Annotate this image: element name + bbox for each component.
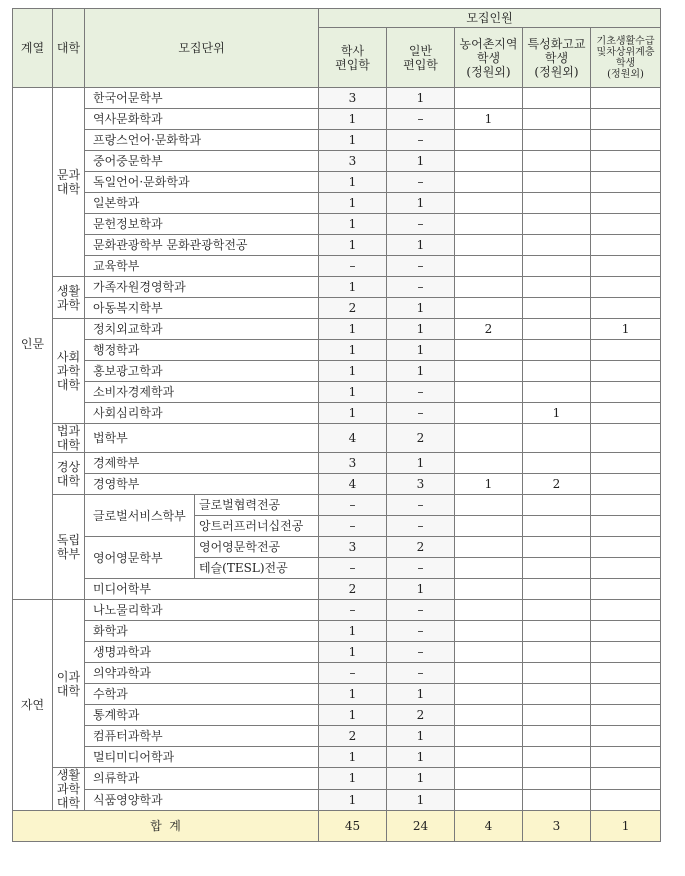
table-row — [13, 495, 661, 516]
unit-cell: 통계학과 — [85, 705, 319, 726]
quota-value: – — [319, 495, 387, 516]
quota-value — [455, 705, 523, 726]
quota-value — [523, 747, 591, 768]
quota-value — [455, 172, 523, 193]
quota-value: 3 — [319, 88, 387, 109]
quota-value — [455, 193, 523, 214]
quota-value: – — [387, 642, 455, 663]
quota-value — [591, 151, 661, 172]
unit-cell: 중어중문학부 — [85, 151, 319, 172]
quota-value — [523, 642, 591, 663]
quota-value — [523, 256, 591, 277]
quota-value: 1 — [523, 403, 591, 424]
quota-value — [523, 193, 591, 214]
quota-value — [523, 789, 591, 811]
quota-value: – — [387, 558, 455, 579]
quota-value — [455, 88, 523, 109]
quota-value: 4 — [319, 424, 387, 453]
header-college: 대학 — [53, 9, 85, 88]
quota-value: 1 — [319, 684, 387, 705]
quota-value — [523, 516, 591, 537]
quota-value — [591, 256, 661, 277]
quota-value: – — [387, 256, 455, 277]
quota-value: 3 — [319, 453, 387, 474]
table-row — [13, 537, 661, 558]
college-cell: 독립 학부 — [53, 495, 85, 600]
college-cell: 이과 대학 — [53, 600, 85, 768]
header-vocational-students: 특성화고교 학생 (정원외) — [523, 28, 591, 88]
quota-value — [455, 235, 523, 256]
unit-cell: 화학과 — [85, 621, 319, 642]
table-row — [13, 172, 661, 193]
quota-value: 1 — [319, 277, 387, 298]
quota-value — [523, 235, 591, 256]
quota-value — [591, 403, 661, 424]
unit-cell: 한국어문학부 — [85, 88, 319, 109]
major-cell: 앙트러프러너십전공 — [195, 516, 319, 537]
table-row — [13, 235, 661, 256]
unit-cell: 식품영양학과 — [85, 789, 319, 811]
table-row — [13, 277, 661, 298]
unit-cell: 나노물리학과 — [85, 600, 319, 621]
quota-value — [591, 340, 661, 361]
unit-cell: 정치외교학과 — [85, 319, 319, 340]
quota-value — [523, 684, 591, 705]
table-row — [13, 453, 661, 474]
table-row — [13, 151, 661, 172]
quota-value: 1 — [319, 705, 387, 726]
quota-value — [455, 424, 523, 453]
quota-value — [455, 747, 523, 768]
quota-value: – — [319, 516, 387, 537]
quota-value: 1 — [319, 130, 387, 151]
quota-value — [523, 277, 591, 298]
quota-value — [523, 361, 591, 382]
quota-value: 1 — [319, 172, 387, 193]
quota-value: – — [387, 382, 455, 403]
quota-value: – — [319, 600, 387, 621]
unit-cell: 수학과 — [85, 684, 319, 705]
college-cell: 생활 과학 — [53, 277, 85, 319]
quota-value: 2 — [319, 579, 387, 600]
quota-value: 1 — [591, 319, 661, 340]
total-value: 45 — [319, 811, 387, 842]
quota-value — [455, 537, 523, 558]
unit-cell: 의류학과 — [85, 768, 319, 790]
quota-value — [591, 495, 661, 516]
unit-cell: 경영학부 — [85, 474, 319, 495]
quota-value: 1 — [319, 319, 387, 340]
quota-value — [523, 768, 591, 790]
series-cell: 자연 — [13, 600, 53, 811]
quota-value — [523, 298, 591, 319]
quota-value: 1 — [387, 88, 455, 109]
quota-value — [455, 621, 523, 642]
quota-value — [455, 277, 523, 298]
quota-value: – — [319, 558, 387, 579]
quota-value: – — [387, 130, 455, 151]
quota-value: 2 — [387, 705, 455, 726]
college-cell: 사회 과학 대학 — [53, 319, 85, 424]
header-series: 계열 — [13, 9, 53, 88]
quota-value: – — [387, 172, 455, 193]
quota-value: 1 — [319, 768, 387, 790]
quota-value — [591, 663, 661, 684]
quota-value — [523, 109, 591, 130]
quota-value: 1 — [319, 340, 387, 361]
quota-value — [455, 642, 523, 663]
quota-value: 1 — [387, 726, 455, 747]
quota-value — [523, 663, 591, 684]
unit-cell: 문헌정보학과 — [85, 214, 319, 235]
table-row — [13, 424, 661, 453]
quota-value: – — [319, 663, 387, 684]
quota-value: 1 — [387, 319, 455, 340]
quota-value — [523, 319, 591, 340]
table-row — [13, 726, 661, 747]
unit-cell: 독일언어·문화학과 — [85, 172, 319, 193]
quota-value: – — [387, 495, 455, 516]
quota-value — [455, 789, 523, 811]
quota-value: – — [387, 516, 455, 537]
quota-value: 2 — [387, 424, 455, 453]
table-row — [13, 298, 661, 319]
quota-value — [591, 361, 661, 382]
quota-value — [455, 453, 523, 474]
quota-value — [523, 382, 591, 403]
table-row — [13, 642, 661, 663]
quota-value: 1 — [387, 235, 455, 256]
quota-value — [455, 403, 523, 424]
quota-value — [455, 726, 523, 747]
header-bachelor-transfer: 학사 편입학 — [319, 28, 387, 88]
quota-value: 1 — [387, 747, 455, 768]
quota-value — [591, 537, 661, 558]
unit-cell: 컴퓨터과학부 — [85, 726, 319, 747]
total-value: 4 — [455, 811, 523, 842]
quota-value — [591, 474, 661, 495]
quota-value — [455, 151, 523, 172]
quota-value — [523, 726, 591, 747]
quota-value — [591, 705, 661, 726]
unit-cell: 미디어학부 — [85, 579, 319, 600]
quota-value: 1 — [387, 298, 455, 319]
quota-value — [591, 600, 661, 621]
quota-value: 1 — [319, 621, 387, 642]
quota-value — [523, 130, 591, 151]
unit-cell: 교육학부 — [85, 256, 319, 277]
quota-value: 1 — [319, 403, 387, 424]
table-row — [13, 193, 661, 214]
header-low-income-students: 기초생활수급 및차상위계층 학생 (정원외) — [591, 28, 661, 88]
total-row — [13, 811, 661, 842]
quota-value: 1 — [319, 193, 387, 214]
quota-value — [523, 340, 591, 361]
table-row — [13, 474, 661, 495]
quota-value: 1 — [455, 109, 523, 130]
quota-value — [455, 495, 523, 516]
series-cell: 인문 — [13, 88, 53, 600]
unit-cell: 사회심리학과 — [85, 403, 319, 424]
table-row — [13, 600, 661, 621]
table-row — [13, 768, 661, 790]
unit-cell: 프랑스언어·문화학과 — [85, 130, 319, 151]
table-row — [13, 579, 661, 600]
table-row — [13, 319, 661, 340]
quota-value — [523, 600, 591, 621]
quota-value — [455, 256, 523, 277]
quota-value — [455, 516, 523, 537]
quota-value — [591, 214, 661, 235]
quota-value: 1 — [387, 151, 455, 172]
quota-value — [591, 768, 661, 790]
table-row — [13, 705, 661, 726]
table-row — [13, 361, 661, 382]
quota-value: 2 — [319, 726, 387, 747]
total-value: 1 — [591, 811, 661, 842]
quota-value — [591, 235, 661, 256]
unit-cell: 글로벌서비스학부 — [85, 495, 195, 537]
quota-value — [523, 558, 591, 579]
quota-value — [523, 151, 591, 172]
quota-value — [455, 340, 523, 361]
quota-value — [455, 214, 523, 235]
table-row — [13, 382, 661, 403]
unit-cell: 의약과학과 — [85, 663, 319, 684]
major-cell: 테슬(TESL)전공 — [195, 558, 319, 579]
header-row-1 — [13, 9, 661, 28]
quota-value — [591, 193, 661, 214]
admission-table-wrapper — [12, 8, 661, 842]
quota-value: 1 — [387, 579, 455, 600]
unit-cell: 경제학부 — [85, 453, 319, 474]
quota-value: – — [387, 663, 455, 684]
unit-cell: 문화관광학부 문화관광학전공 — [85, 235, 319, 256]
admission-quota-table — [12, 8, 661, 842]
unit-cell: 행정학과 — [85, 340, 319, 361]
major-cell: 영어영문학전공 — [195, 537, 319, 558]
table-row — [13, 621, 661, 642]
quota-value — [591, 558, 661, 579]
quota-value — [591, 621, 661, 642]
unit-cell: 아동복지학부 — [85, 298, 319, 319]
college-cell: 생활 과학 대학 — [53, 768, 85, 811]
quota-value — [523, 537, 591, 558]
quota-value — [591, 453, 661, 474]
quota-value — [455, 298, 523, 319]
quota-value: 3 — [319, 151, 387, 172]
table-row — [13, 256, 661, 277]
quota-value: 1 — [319, 214, 387, 235]
quota-value — [523, 705, 591, 726]
quota-value: 2 — [523, 474, 591, 495]
quota-value — [523, 579, 591, 600]
quota-value — [523, 88, 591, 109]
quota-value: 1 — [387, 789, 455, 811]
unit-cell: 멀티미디어학과 — [85, 747, 319, 768]
quota-value — [523, 495, 591, 516]
quota-value — [455, 768, 523, 790]
quota-value: – — [387, 109, 455, 130]
table-row — [13, 747, 661, 768]
quota-value — [591, 684, 661, 705]
quota-value: 1 — [319, 789, 387, 811]
college-cell: 문과 대학 — [53, 88, 85, 277]
quota-value: 1 — [387, 684, 455, 705]
quota-value: 2 — [387, 537, 455, 558]
major-cell: 글로벌협력전공 — [195, 495, 319, 516]
quota-value — [591, 424, 661, 453]
quota-value: 2 — [319, 298, 387, 319]
quota-value — [591, 726, 661, 747]
quota-value: – — [387, 277, 455, 298]
unit-cell: 일본학과 — [85, 193, 319, 214]
quota-value — [455, 579, 523, 600]
unit-cell: 법학부 — [85, 424, 319, 453]
quota-value: – — [387, 600, 455, 621]
college-cell: 경상 대학 — [53, 453, 85, 495]
table-row — [13, 789, 661, 811]
header-quota: 모집인원 — [319, 9, 661, 28]
quota-value: 4 — [319, 474, 387, 495]
unit-cell: 역사문화학과 — [85, 109, 319, 130]
quota-value: 3 — [387, 474, 455, 495]
college-cell: 법과 대학 — [53, 424, 85, 453]
quota-value: 3 — [319, 537, 387, 558]
quota-value — [523, 172, 591, 193]
table-row — [13, 340, 661, 361]
unit-cell: 소비자경제학과 — [85, 382, 319, 403]
quota-value — [591, 579, 661, 600]
quota-value: 1 — [387, 340, 455, 361]
header-rural-students: 농어촌지역 학생 (정원외) — [455, 28, 523, 88]
quota-value — [591, 130, 661, 151]
quota-value: 1 — [387, 768, 455, 790]
unit-cell: 영어영문학부 — [85, 537, 195, 579]
header-general-transfer: 일반 편입학 — [387, 28, 455, 88]
quota-value — [591, 747, 661, 768]
quota-value: 1 — [319, 109, 387, 130]
table-row — [13, 130, 661, 151]
quota-value: – — [387, 214, 455, 235]
quota-value: 1 — [319, 235, 387, 256]
quota-value — [455, 684, 523, 705]
quota-value: 1 — [319, 382, 387, 403]
quota-value: – — [319, 256, 387, 277]
quota-value — [591, 172, 661, 193]
quota-value — [591, 789, 661, 811]
table-row — [13, 214, 661, 235]
quota-value: 1 — [319, 642, 387, 663]
quota-value — [591, 298, 661, 319]
table-row — [13, 109, 661, 130]
quota-value: 1 — [387, 361, 455, 382]
quota-value: 1 — [387, 453, 455, 474]
quota-value — [591, 642, 661, 663]
quota-value — [455, 663, 523, 684]
quota-value — [523, 214, 591, 235]
quota-value — [455, 558, 523, 579]
quota-value — [523, 424, 591, 453]
quota-value: 2 — [455, 319, 523, 340]
table-row — [13, 88, 661, 109]
table-row — [13, 663, 661, 684]
quota-value — [523, 453, 591, 474]
quota-value — [455, 600, 523, 621]
quota-value: 1 — [455, 474, 523, 495]
quota-value: 1 — [319, 361, 387, 382]
quota-value: – — [387, 621, 455, 642]
quota-value — [591, 88, 661, 109]
quota-value — [591, 277, 661, 298]
quota-value — [523, 621, 591, 642]
table-row — [13, 684, 661, 705]
quota-value: – — [387, 403, 455, 424]
quota-value — [591, 109, 661, 130]
unit-cell: 가족자원경영학과 — [85, 277, 319, 298]
total-label: 합 계 — [13, 811, 319, 842]
quota-value: 1 — [387, 193, 455, 214]
quota-value — [455, 382, 523, 403]
quota-value — [591, 382, 661, 403]
quota-value: 1 — [319, 747, 387, 768]
total-value: 24 — [387, 811, 455, 842]
header-unit: 모집단위 — [85, 9, 319, 88]
table-row — [13, 403, 661, 424]
quota-value — [591, 516, 661, 537]
unit-cell: 생명과학과 — [85, 642, 319, 663]
quota-value — [455, 130, 523, 151]
quota-value — [455, 361, 523, 382]
unit-cell: 홍보광고학과 — [85, 361, 319, 382]
total-value: 3 — [523, 811, 591, 842]
